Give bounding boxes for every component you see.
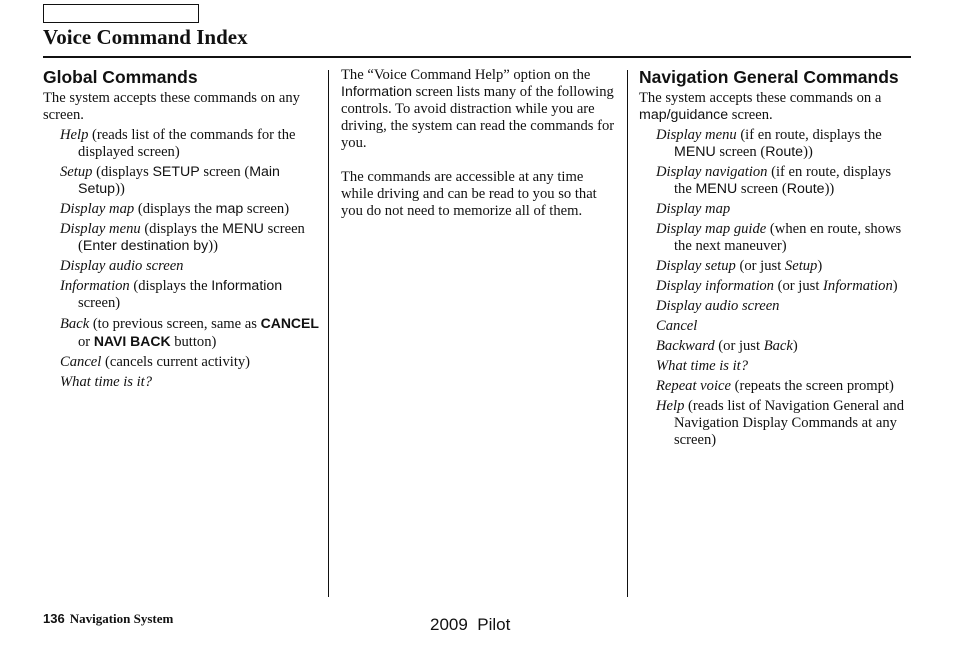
command-item bbox=[43, 374, 323, 391]
section-intro bbox=[639, 90, 911, 124]
help-info-column bbox=[341, 67, 619, 237]
command-name: Display setup bbox=[656, 258, 736, 274]
command-name: Display information bbox=[656, 278, 774, 294]
command-item bbox=[639, 338, 911, 355]
command-desc: )) bbox=[115, 181, 125, 197]
command-desc: button) bbox=[170, 334, 217, 350]
command-desc: (or just bbox=[773, 278, 824, 294]
model-label: 2009 Pilot bbox=[430, 615, 511, 634]
command-name: Display menu bbox=[60, 221, 141, 237]
command-item bbox=[639, 398, 911, 449]
command-item bbox=[43, 201, 323, 218]
command-desc: screen ( bbox=[199, 164, 250, 180]
intro-text: screen. bbox=[728, 107, 773, 123]
ui-label: map bbox=[215, 201, 244, 217]
command-desc: or bbox=[78, 334, 94, 350]
command-item bbox=[639, 164, 911, 198]
command-name: What time is it? bbox=[60, 374, 153, 390]
command-desc: screen ( bbox=[715, 144, 766, 160]
paragraph-text: The “Voice Command Help” option on the bbox=[341, 67, 591, 83]
global-commands-column bbox=[43, 67, 323, 394]
command-name: Display navigation bbox=[656, 164, 768, 180]
command-desc: (displays the bbox=[129, 278, 212, 294]
command-item bbox=[639, 221, 911, 255]
command-item bbox=[43, 164, 323, 198]
section-heading: Global Commands bbox=[43, 67, 198, 87]
page-footer bbox=[43, 611, 173, 627]
command-item bbox=[43, 127, 323, 161]
command-name: Back bbox=[60, 316, 90, 332]
command-desc: )) bbox=[208, 238, 219, 254]
ui-label: Enter destination by bbox=[82, 238, 209, 254]
column-divider bbox=[627, 70, 628, 597]
command-item bbox=[639, 298, 911, 315]
command-desc: )) bbox=[824, 181, 835, 197]
button-label: CANCEL bbox=[260, 315, 319, 331]
command-desc: (to previous screen, same as bbox=[89, 316, 261, 332]
ui-label: Main Setup bbox=[78, 164, 280, 197]
command-desc: screen ( bbox=[737, 181, 787, 197]
command-desc: screen) bbox=[243, 201, 290, 217]
command-desc: ) bbox=[792, 338, 798, 354]
command-name: Display map bbox=[60, 201, 135, 217]
command-desc: screen ( bbox=[78, 221, 305, 254]
command-desc: (if en route, displays the bbox=[736, 127, 882, 143]
command-item bbox=[639, 258, 911, 275]
command-name: Help bbox=[60, 127, 89, 143]
section-name: Navigation System bbox=[69, 611, 174, 626]
ui-label: MENU bbox=[222, 221, 264, 237]
intro-text: The system accepts these commands on a bbox=[639, 90, 882, 106]
command-name: Help bbox=[656, 398, 685, 414]
title-divider bbox=[43, 56, 911, 58]
command-desc: (cancels current activity) bbox=[101, 354, 251, 370]
page-number: 136 bbox=[43, 611, 65, 626]
command-desc: (reads list of Navigation General and Navigation Display Commands at any screen) bbox=[674, 398, 905, 448]
command-name: Display menu bbox=[656, 127, 737, 143]
command-item bbox=[639, 358, 911, 375]
command-name: Repeat voice bbox=[656, 378, 731, 394]
command-desc: (displays the bbox=[140, 221, 223, 237]
command-name: Display audio screen bbox=[656, 298, 780, 314]
command-desc: (displays bbox=[92, 164, 153, 180]
page-title: Voice Command Index bbox=[43, 25, 248, 49]
ui-label: SETUP bbox=[152, 164, 200, 180]
command-desc: screen) bbox=[78, 295, 121, 311]
command-name: Backward bbox=[656, 338, 715, 354]
command-desc: (repeats the screen prompt) bbox=[730, 378, 894, 394]
command-item bbox=[639, 127, 911, 161]
section-heading: Navigation General Commands bbox=[639, 67, 899, 87]
command-item bbox=[43, 278, 323, 312]
command-item bbox=[639, 201, 911, 218]
command-name: Back bbox=[763, 338, 793, 354]
command-item bbox=[43, 258, 323, 275]
ui-label: MENU bbox=[695, 181, 738, 197]
ui-label: map/guidance bbox=[639, 107, 729, 123]
command-name: Display map guide bbox=[656, 221, 767, 237]
command-desc: (displays the bbox=[134, 201, 216, 217]
command-desc: (or just bbox=[714, 338, 764, 354]
command-name: Setup bbox=[60, 164, 93, 180]
command-item bbox=[43, 315, 323, 351]
command-desc: (if en route, displays the bbox=[674, 164, 892, 197]
command-item bbox=[43, 221, 323, 255]
command-name: Display map bbox=[656, 201, 731, 217]
command-desc: )) bbox=[803, 144, 813, 160]
command-desc: (reads list of the commands for the displayed screen) bbox=[78, 127, 296, 160]
ui-label: Information bbox=[211, 278, 283, 294]
command-name: Information bbox=[60, 278, 130, 294]
command-name: Setup bbox=[784, 258, 818, 274]
accessibility-paragraph: The commands are accessible at any time while driving and can be read to you so that you do not need to memorize all of them. bbox=[341, 169, 597, 219]
command-list bbox=[639, 127, 911, 449]
paragraph-text: screen lists many of the following controls. To avoid distraction while you are driving, the system can read the commands for you. bbox=[341, 84, 615, 151]
column-divider bbox=[328, 70, 329, 597]
ui-label: Information bbox=[341, 84, 412, 100]
ui-label: Route bbox=[765, 144, 804, 160]
command-item bbox=[639, 278, 911, 295]
command-desc: ) bbox=[817, 258, 823, 274]
header-tab-box bbox=[43, 4, 199, 23]
command-name: Information bbox=[823, 278, 893, 294]
command-desc: (when en route, shows the next maneuver) bbox=[674, 221, 902, 254]
button-label: NAVI BACK bbox=[93, 333, 171, 349]
command-name: Cancel bbox=[60, 354, 102, 370]
help-paragraph bbox=[341, 67, 619, 152]
command-desc: (or just bbox=[735, 258, 785, 274]
command-name: What time is it? bbox=[656, 358, 749, 374]
command-item bbox=[43, 354, 323, 371]
command-item bbox=[639, 318, 911, 335]
command-name: Cancel bbox=[656, 318, 698, 334]
command-list bbox=[43, 127, 323, 391]
command-name: Display audio screen bbox=[60, 258, 184, 274]
navigation-commands-column bbox=[639, 67, 911, 452]
command-desc: ) bbox=[892, 278, 898, 294]
command-item bbox=[639, 378, 911, 395]
ui-label: Route bbox=[786, 181, 825, 197]
ui-label: MENU bbox=[674, 144, 716, 160]
section-intro: The system accepts these commands on any screen. bbox=[43, 90, 300, 123]
